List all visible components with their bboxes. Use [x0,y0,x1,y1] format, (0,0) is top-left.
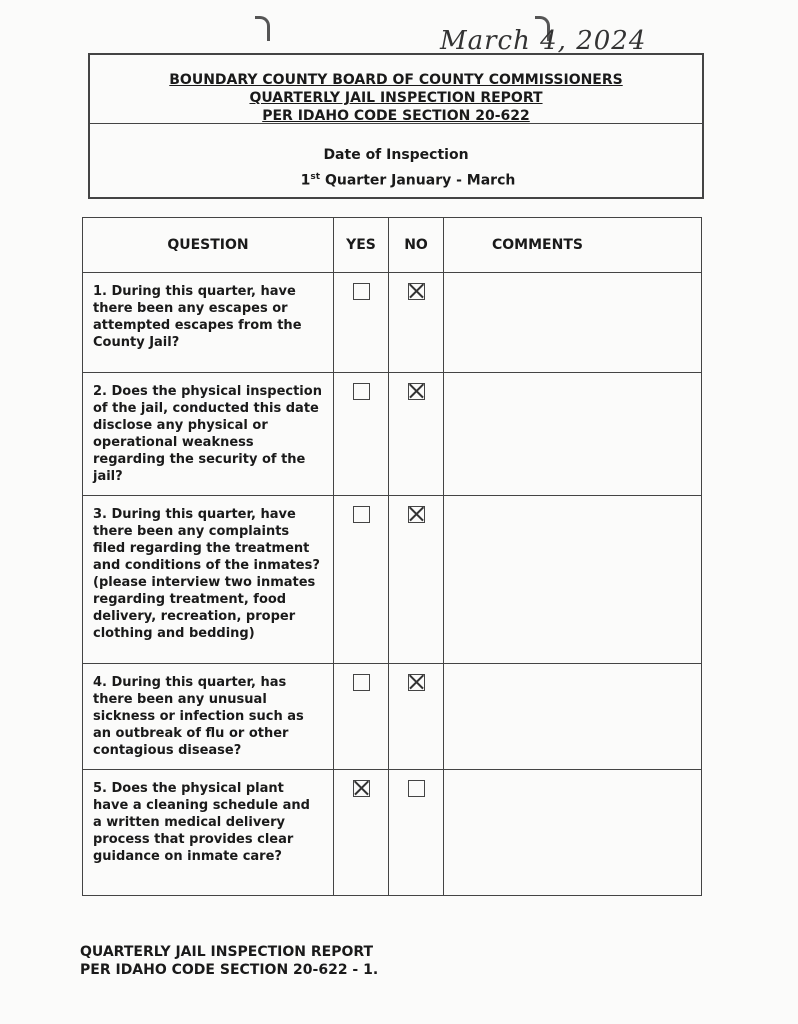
table-row [83,273,702,373]
report-header [88,53,704,199]
quarter-number: 1 [300,172,311,189]
question-text: 5. Does the physical plant have a cleaning schedule and a written medical delivery process that provides clear guidance on inmate care? [83,770,334,896]
page-footer [80,943,378,979]
title-line-1: BOUNDARY COUNTY BOARD OF COUNTY COMMISSIONERS [169,72,623,88]
question-text: 2. Does the physical inspection of the jail, conducted this date disclose any physical or operational weakness regarding the security of the jail? [83,373,334,496]
yes-cell [334,664,389,770]
quarter-range: Quarter January - March [320,172,516,189]
no-checkbox[interactable] [408,674,425,691]
quarter-ordinal: st [310,172,321,182]
header-yes: YES [334,218,389,273]
date-of-inspection-label: Date of Inspection [323,147,469,163]
report-title [90,55,702,123]
yes-cell [334,373,389,496]
no-checkbox[interactable] [408,780,425,797]
question-text: 1. During this quarter, have there been any escapes or attempted escapes from the County Jail? [83,273,334,373]
yes-cell [334,770,389,896]
no-cell [389,373,444,496]
no-checkbox[interactable] [408,283,425,300]
footer-line-2: PER IDAHO CODE SECTION 20-622 - 1. [80,962,379,978]
table-header-row [83,218,702,273]
no-cell [389,273,444,373]
title-line-2: QUARTERLY JAIL INSPECTION REPORT [249,90,543,106]
yes-cell [334,496,389,664]
inspection-date-section [90,124,702,192]
header-comments: COMMENTS [444,218,702,273]
comment-field[interactable] [444,664,702,770]
comment-field[interactable] [444,373,702,496]
question-text: 4. During this quarter, has there been any unusual sickness or infection such as an outbreak of flu or other contagious disease? [83,664,334,770]
yes-cell [334,273,389,373]
quarter-label [90,166,702,192]
table-row [83,373,702,496]
inspection-table [82,217,702,896]
title-line-3: PER IDAHO CODE SECTION 20-622 [262,108,530,124]
yes-checkbox[interactable] [353,283,370,300]
comment-field[interactable] [444,770,702,896]
punch-hole-mark [255,16,270,41]
footer-line-1: QUARTERLY JAIL INSPECTION REPORT [80,944,374,960]
yes-checkbox[interactable] [353,674,370,691]
header-question: QUESTION [83,218,334,273]
yes-checkbox[interactable] [353,780,370,797]
yes-checkbox[interactable] [353,506,370,523]
yes-checkbox[interactable] [353,383,370,400]
comment-field[interactable] [444,496,702,664]
question-text: 3. During this quarter, have there been any complaints filed regarding the treatment and conditions of the inmates? (please interview two inmates regarding treatment, food delivery, recreation, proper clothing and bedding) [83,496,334,664]
table-row [83,770,702,896]
comment-field[interactable] [444,273,702,373]
no-cell [389,770,444,896]
handwritten-date: March 4, 2024 [440,26,647,56]
table-row [83,496,702,664]
header-no: NO [389,218,444,273]
no-checkbox[interactable] [408,383,425,400]
table-row [83,664,702,770]
no-checkbox[interactable] [408,506,425,523]
no-cell [389,496,444,664]
no-cell [389,664,444,770]
